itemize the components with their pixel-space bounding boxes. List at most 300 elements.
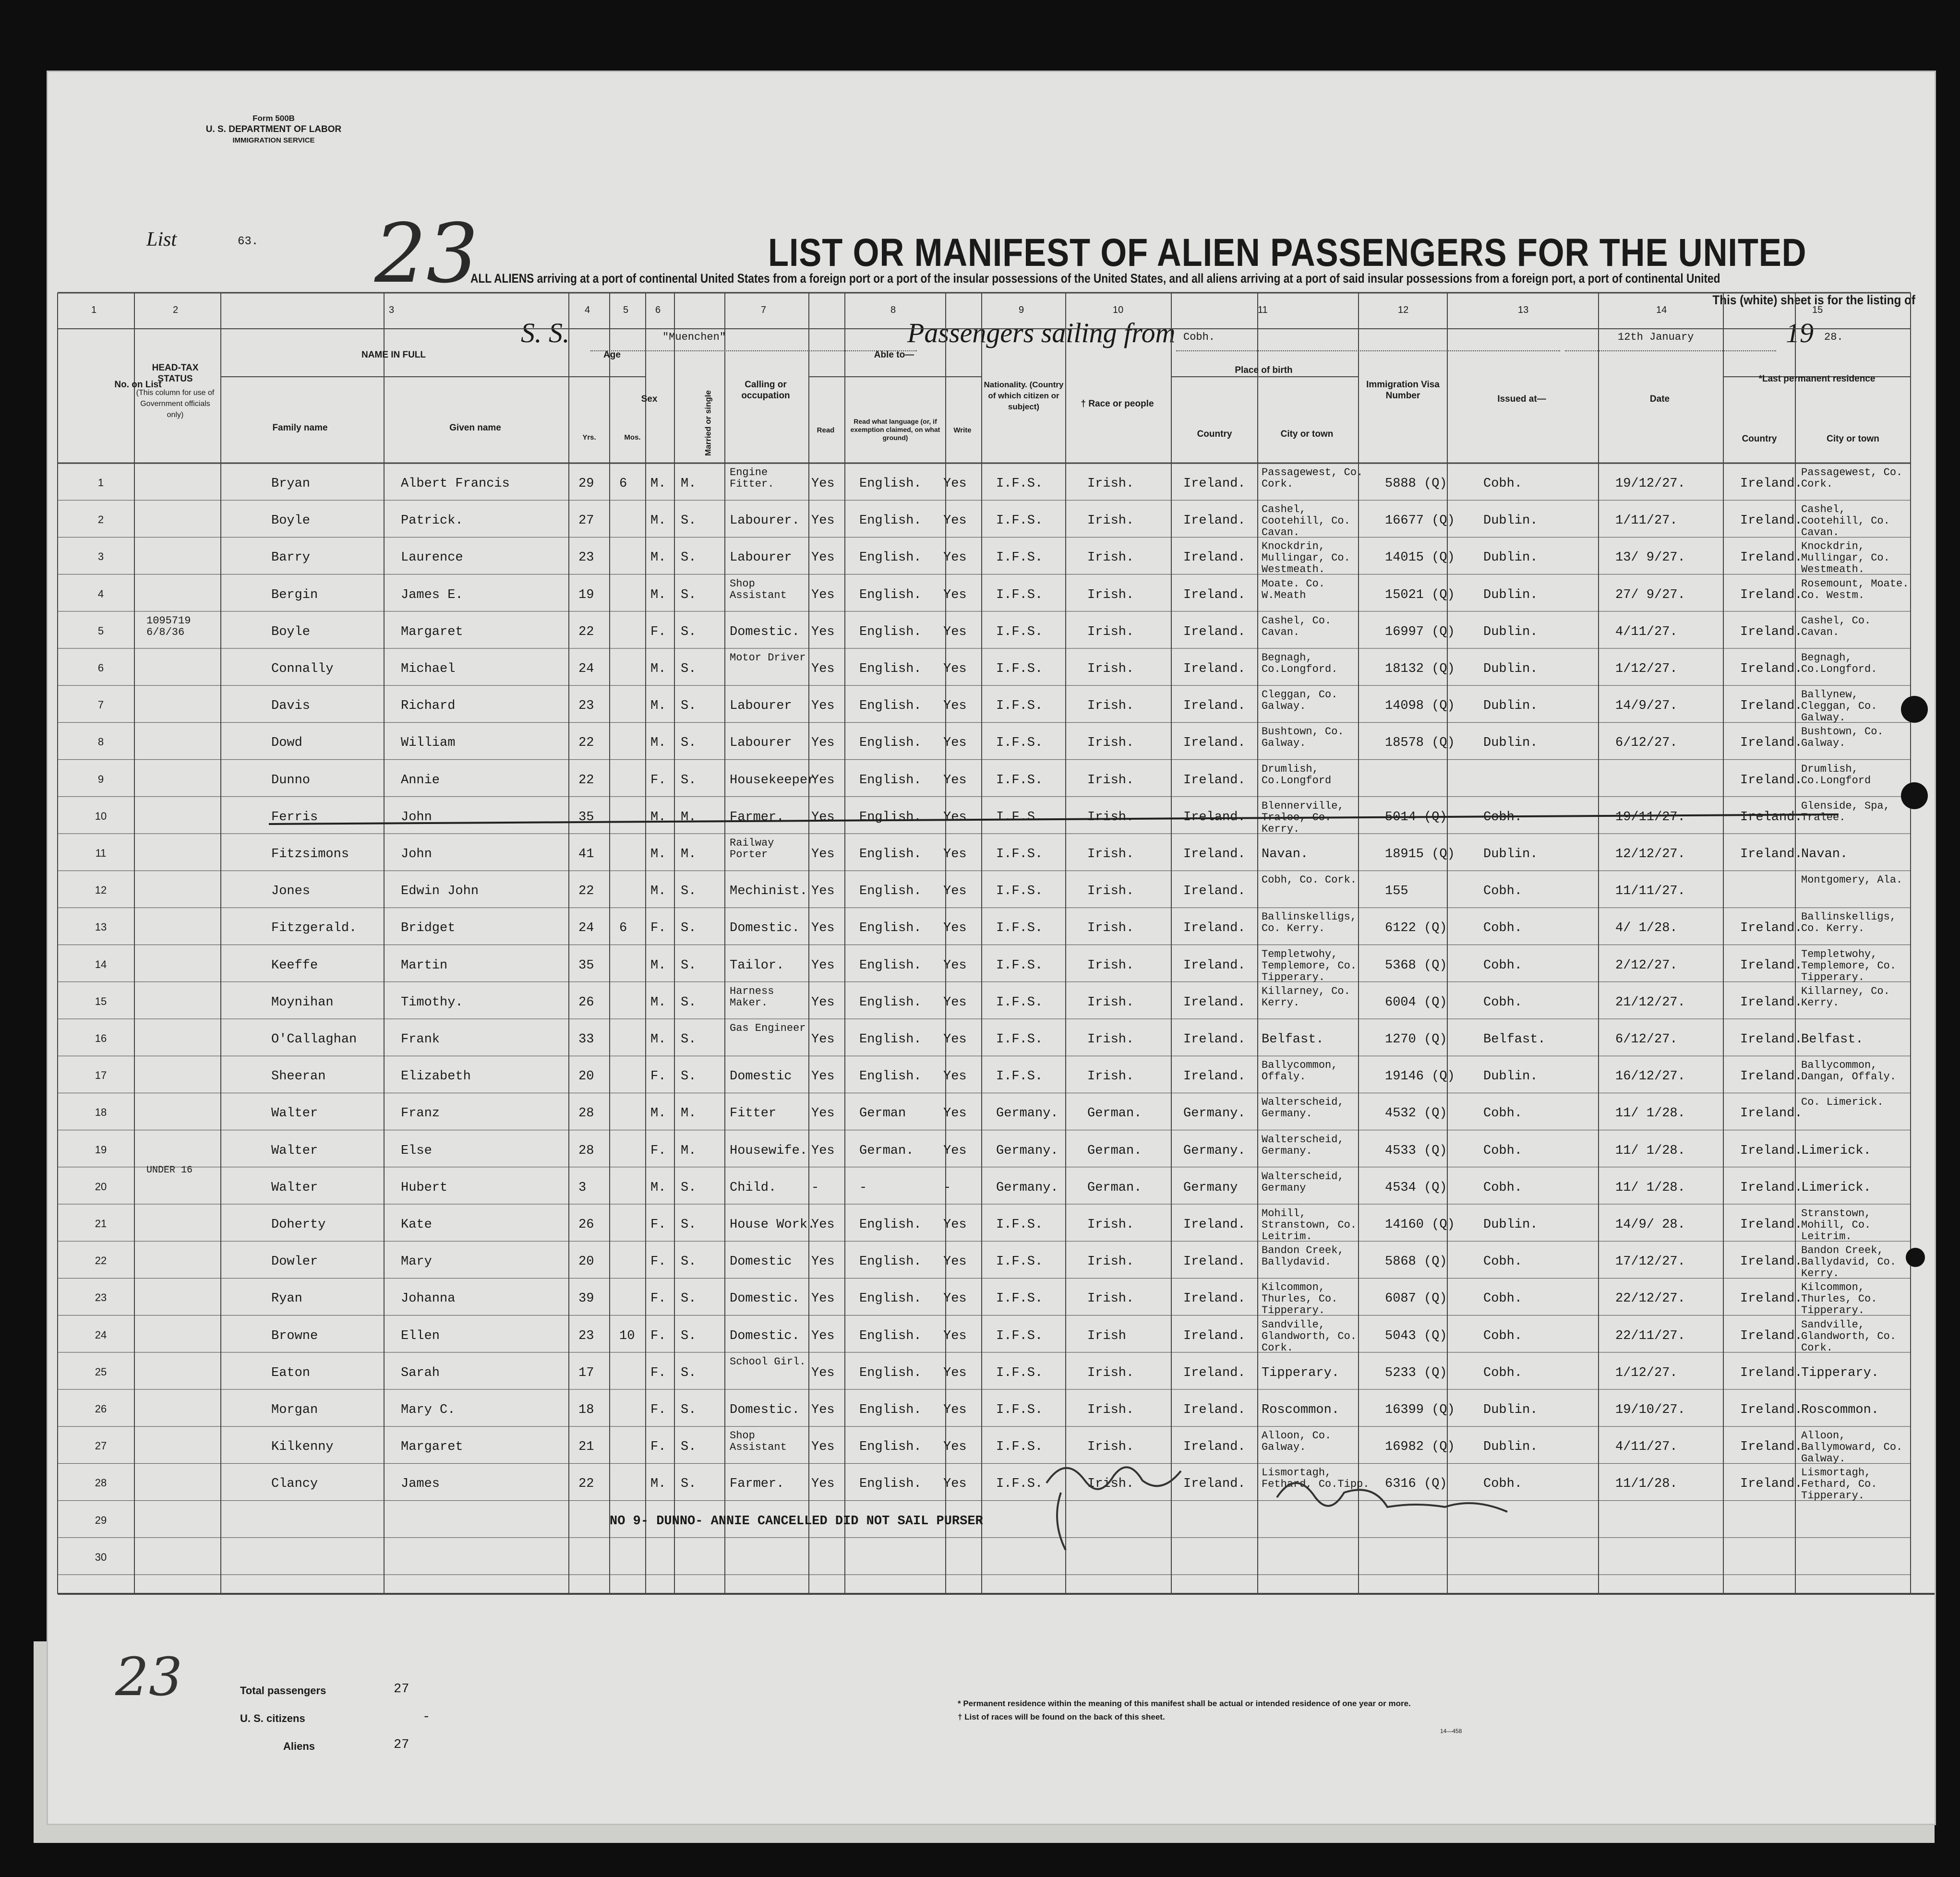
issued-at: Belfast. xyxy=(1483,1032,1546,1047)
marital-status: S. xyxy=(681,587,697,602)
occupation: Tailor. xyxy=(730,958,784,973)
can-write: Yes xyxy=(943,1106,967,1121)
visa-date: 19/11/27. xyxy=(1615,810,1685,825)
aliens-value: 27 xyxy=(394,1738,409,1752)
race: Irish. xyxy=(1087,662,1134,676)
header-birth-city: City or town xyxy=(1280,429,1334,439)
visa-date: 22/12/27. xyxy=(1615,1291,1685,1306)
row-number: 29 xyxy=(95,1514,107,1526)
issued-at: Dublin. xyxy=(1483,514,1538,528)
row-number: 20 xyxy=(95,1180,107,1193)
read-language: English. xyxy=(859,921,922,936)
residence-country: Ireland. xyxy=(1740,1069,1803,1084)
race: Irish. xyxy=(1087,847,1134,861)
sex: F. xyxy=(650,1328,666,1343)
can-read: Yes xyxy=(811,1069,835,1084)
issued-at: Cobh. xyxy=(1483,884,1523,899)
occupation: School Girl. xyxy=(730,1355,806,1368)
marital-status: S. xyxy=(681,624,697,639)
can-read: Yes xyxy=(811,958,835,973)
family-name: Doherty xyxy=(271,1218,326,1232)
header-calling: Calling or occupation xyxy=(741,380,790,401)
given-name: Margaret xyxy=(401,624,463,639)
footnote-code: 14—458 xyxy=(1440,1728,1462,1734)
sex: M. xyxy=(650,810,666,825)
nationality: Germany. xyxy=(996,1180,1058,1195)
race: Irish. xyxy=(1087,1291,1134,1306)
race: Irish. xyxy=(1087,810,1134,825)
family-name: Walter xyxy=(271,1143,318,1158)
visa-number: 16982 (Q) xyxy=(1385,1440,1455,1455)
can-read: - xyxy=(811,1180,819,1195)
binder-hole xyxy=(1906,1248,1925,1267)
row-number: 24 xyxy=(95,1328,107,1341)
occupation: Domestic. xyxy=(730,1403,800,1417)
sex: F. xyxy=(650,1255,666,1269)
nationality: I.F.S. xyxy=(996,1403,1043,1417)
issued-at: Dublin. xyxy=(1483,662,1538,676)
race: Irish. xyxy=(1087,550,1134,565)
residence-city: Glenside, Spa, Tralee. xyxy=(1801,800,1890,824)
visa-date: 4/11/27. xyxy=(1615,1440,1678,1455)
total-passengers-label: Total passengers xyxy=(240,1685,326,1697)
page-title: LIST OR MANIFEST OF ALIEN PASSENGERS FOR THE UNITED xyxy=(768,231,1807,275)
sex: F. xyxy=(650,1365,666,1380)
row-number: 15 xyxy=(95,995,107,1007)
column-number: 10 xyxy=(1113,305,1124,315)
birth-country: Ireland. xyxy=(1183,1365,1246,1380)
given-name: Sarah xyxy=(401,1365,440,1380)
age-years: 20 xyxy=(578,1255,594,1269)
residence-country: Ireland. xyxy=(1740,477,1803,491)
race: Irish. xyxy=(1087,1477,1134,1492)
given-name: Mary C. xyxy=(401,1403,456,1417)
visa-number: 14098 (Q) xyxy=(1385,699,1455,714)
column-number: 7 xyxy=(761,305,767,315)
age-years: 35 xyxy=(578,958,594,973)
nationality: I.F.S. xyxy=(996,514,1043,528)
occupation: Shop Assistant xyxy=(730,1430,787,1454)
race: Irish. xyxy=(1087,773,1134,788)
visa-date: 21/12/27. xyxy=(1615,995,1685,1010)
birth-country: Ireland. xyxy=(1183,1477,1246,1492)
visa-number: 15021 (Q) xyxy=(1385,587,1455,602)
visa-date: 4/ 1/28. xyxy=(1615,921,1678,936)
family-name: Morgan xyxy=(271,1403,318,1417)
marital-status: M. xyxy=(681,810,697,825)
occupation: Labourer xyxy=(730,736,792,751)
residence-city: Navan. xyxy=(1801,847,1848,861)
family-name: Browne xyxy=(271,1328,318,1343)
birth-country: Ireland. xyxy=(1183,995,1246,1010)
header-no-on-list: No. on List xyxy=(114,380,162,390)
family-name: Moynihan xyxy=(271,995,334,1010)
row-number: 21 xyxy=(95,1218,107,1230)
residence-city: Rosemount, Moate. Co. Westm. xyxy=(1801,577,1909,601)
sex: M. xyxy=(650,1106,666,1121)
race: Irish. xyxy=(1087,477,1134,491)
header-age: Age xyxy=(603,350,621,360)
row-number: 9 xyxy=(97,773,104,785)
occupation: Housekeeper xyxy=(730,773,816,788)
marital-status: S. xyxy=(681,1180,697,1195)
birth-country: Ireland. xyxy=(1183,1440,1246,1455)
header-family-name: Family name xyxy=(272,423,328,433)
occupation: Farmer. xyxy=(730,1477,784,1492)
sex: M. xyxy=(650,1477,666,1492)
nationality: I.F.S. xyxy=(996,550,1043,565)
sex: M. xyxy=(650,736,666,751)
read-language: English. xyxy=(859,847,922,861)
visa-number: 5233 (Q) xyxy=(1385,1365,1447,1380)
visa-date: 6/12/27. xyxy=(1615,736,1678,751)
race: Irish. xyxy=(1087,587,1134,602)
read-language: English. xyxy=(859,958,922,973)
birth-city: Cashel, Cootehill, Co. Cavan. xyxy=(1262,503,1350,539)
visa-number: 4532 (Q) xyxy=(1385,1106,1447,1121)
header-mos: Mos. xyxy=(624,433,641,442)
can-read: Yes xyxy=(811,1365,835,1380)
row-number: 28 xyxy=(95,1477,107,1489)
given-name: Patrick. xyxy=(401,514,463,528)
residence-country: Ireland. xyxy=(1740,1032,1803,1047)
header-visa-number: Immigration Visa Number xyxy=(1366,380,1440,401)
visa-number: 5868 (Q) xyxy=(1385,1255,1447,1269)
head-tax-status: 1095719 6/8/36 xyxy=(146,614,191,638)
header-name-in-full: NAME IN FULL xyxy=(361,350,426,360)
list-number: 63. xyxy=(238,235,259,248)
residence-city: Killarney, Co. Kerry. xyxy=(1801,985,1890,1009)
can-read: Yes xyxy=(811,736,835,751)
sex: M. xyxy=(650,1032,666,1047)
family-name: Dowler xyxy=(271,1255,318,1269)
residence-country: Ireland. xyxy=(1740,1143,1803,1158)
us-citizens-label: U. S. citizens xyxy=(240,1712,305,1724)
birth-city: Walterscheid, Germany. xyxy=(1262,1096,1344,1120)
occupation: Labourer xyxy=(730,699,792,714)
read-language: - xyxy=(859,1180,867,1195)
visa-number: 6316 (Q) xyxy=(1385,1477,1447,1492)
given-name: Margaret xyxy=(401,1440,463,1455)
visa-number: 6087 (Q) xyxy=(1385,1291,1447,1306)
birth-city: Killarney, Co. Kerry. xyxy=(1262,985,1350,1009)
read-language: English. xyxy=(859,624,922,639)
row-number: 8 xyxy=(97,736,104,748)
race: German. xyxy=(1087,1143,1142,1158)
residence-city: Begnagh, Co.Longford. xyxy=(1801,652,1877,675)
given-name: Laurence xyxy=(401,550,463,565)
nationality: I.F.S. xyxy=(996,1255,1043,1269)
issued-at: Cobh. xyxy=(1483,1180,1523,1195)
can-write: Yes xyxy=(943,1403,967,1417)
birth-city: Templetwohy, Templemore, Co. Tipperary. xyxy=(1262,948,1357,983)
residence-country: Ireland. xyxy=(1740,587,1803,602)
sex: M. xyxy=(650,662,666,676)
occupation: Labourer xyxy=(730,550,792,565)
row-number: 11 xyxy=(95,847,107,859)
read-language: English. xyxy=(859,550,922,565)
row-number: 17 xyxy=(95,1069,107,1082)
birth-city: Cashel, Co. Cavan. xyxy=(1262,614,1332,638)
race: Irish. xyxy=(1087,1069,1134,1084)
residence-country: Ireland. xyxy=(1740,1106,1803,1121)
visa-number: 16399 (Q) xyxy=(1385,1403,1455,1417)
residence-country: Ireland. xyxy=(1740,773,1803,788)
given-name: Albert Francis xyxy=(401,477,510,491)
birth-country: Ireland. xyxy=(1183,1403,1246,1417)
read-language: English. xyxy=(859,884,922,899)
visa-number: 19146 (Q) xyxy=(1385,1069,1455,1084)
row-number: 6 xyxy=(97,662,104,674)
given-name: Martin xyxy=(401,958,448,973)
age-years: 39 xyxy=(578,1291,594,1306)
issued-at: Cobh. xyxy=(1483,810,1523,825)
manifest-sheet xyxy=(48,72,1935,1824)
family-name: Fitzsimons xyxy=(271,847,349,861)
birth-city: Belfast. xyxy=(1262,1032,1324,1047)
port-name: Cobh. xyxy=(1183,331,1215,343)
residence-city: Kilcommon, Thurles, Co. Tipperary. xyxy=(1801,1281,1877,1317)
birth-country: Germany xyxy=(1183,1180,1238,1195)
family-name: Walter xyxy=(271,1106,318,1121)
nationality: I.F.S. xyxy=(996,736,1043,751)
can-write: Yes xyxy=(943,1255,967,1269)
can-read: Yes xyxy=(811,847,835,861)
issued-at: Dublin. xyxy=(1483,1440,1538,1455)
can-read: Yes xyxy=(811,1218,835,1232)
visa-date: 6/12/27. xyxy=(1615,1032,1678,1047)
family-name: Jones xyxy=(271,884,311,899)
issued-at: Cobh. xyxy=(1483,1328,1523,1343)
column-number: 6 xyxy=(655,305,661,315)
age-years: 26 xyxy=(578,1218,594,1232)
age-years: 33 xyxy=(578,1032,594,1047)
issued-at: Cobh. xyxy=(1483,1365,1523,1380)
occupation: Domestic. xyxy=(730,921,800,936)
marital-status: S. xyxy=(681,1069,697,1084)
list-label: List xyxy=(146,228,177,251)
read-language: English. xyxy=(859,1477,922,1492)
nationality: I.F.S. xyxy=(996,1218,1043,1232)
residence-country: Ireland. xyxy=(1740,1328,1803,1343)
can-write: Yes xyxy=(943,1291,967,1306)
occupation: House Work. xyxy=(730,1218,816,1232)
family-name: Dunno xyxy=(271,773,311,788)
nationality: I.F.S. xyxy=(996,624,1043,639)
birth-city: Ballinskelligs, Co. Kerry. xyxy=(1262,911,1357,935)
nationality: I.F.S. xyxy=(996,587,1043,602)
age-years: 19 xyxy=(578,587,594,602)
sex: F. xyxy=(650,1440,666,1455)
can-write: Yes xyxy=(943,1218,967,1232)
birth-city: Navan. xyxy=(1262,847,1309,861)
age-months: 10 xyxy=(619,1328,635,1343)
row-number: 27 xyxy=(95,1440,107,1452)
ship-name: "Muenchen" xyxy=(662,331,726,343)
residence-country: Ireland. xyxy=(1740,1218,1803,1232)
age-years: 35 xyxy=(578,810,594,825)
totals-handwritten: 23 xyxy=(115,1646,182,1708)
given-name: Ellen xyxy=(401,1328,440,1343)
column-number: 2 xyxy=(173,305,179,315)
age-years: 23 xyxy=(578,699,594,714)
read-language: English. xyxy=(859,1069,922,1084)
residence-country: Ireland. xyxy=(1740,1440,1803,1455)
birth-city: Cobh, Co. Cork. xyxy=(1262,874,1357,886)
occupation: Farmer. xyxy=(730,810,784,825)
occupation: Domestic. xyxy=(730,1291,800,1306)
race: Irish. xyxy=(1087,921,1134,936)
sex: F. xyxy=(650,1218,666,1232)
marital-status: S. xyxy=(681,958,697,973)
birth-country: Ireland. xyxy=(1183,624,1246,639)
residence-country: Ireland. xyxy=(1740,1255,1803,1269)
birth-city: Bandon Creek, Ballydavid. xyxy=(1262,1244,1344,1268)
birth-country: Ireland. xyxy=(1183,736,1246,751)
row-number: 1 xyxy=(97,477,104,489)
marital-status: M. xyxy=(681,1106,697,1121)
read-language: German xyxy=(859,1106,906,1121)
subtitle-line-1: ALL ALIENS arriving at a port of continental United States from a foreign port or a port of the insular possessions of the United States, and all aliens arriving at a port of said insular possessions from a foreign port, a port of continental United xyxy=(470,271,1720,286)
header-date: Date xyxy=(1649,394,1670,404)
given-name: Bridget xyxy=(401,921,456,936)
age-years: 21 xyxy=(578,1440,594,1455)
occupation: Housewife. xyxy=(730,1143,808,1158)
age-years: 22 xyxy=(578,624,594,639)
residence-country: Ireland. xyxy=(1740,514,1803,528)
residence-country: Ireland. xyxy=(1740,847,1803,861)
read-language: English. xyxy=(859,1218,922,1232)
nationality: I.F.S. xyxy=(996,773,1043,788)
age-years: 23 xyxy=(578,550,594,565)
sex: M. xyxy=(650,514,666,528)
head-tax-status: UNDER 16 xyxy=(146,1164,193,1176)
issued-at: Cobh. xyxy=(1483,1477,1523,1492)
given-name: Frank xyxy=(401,1032,440,1047)
birth-city: Mohill, Stranstown, Co. Leitrim. xyxy=(1262,1207,1357,1243)
sex: F. xyxy=(650,1069,666,1084)
row-number: 30 xyxy=(95,1551,107,1563)
can-read: Yes xyxy=(811,1328,835,1343)
residence-city: Stranstown, Mohill, Co. Leitrim. xyxy=(1801,1207,1871,1243)
can-write: Yes xyxy=(943,773,967,788)
form-number: Form 500B xyxy=(253,114,295,123)
read-language: English. xyxy=(859,699,922,714)
given-name: Elizabeth xyxy=(401,1069,471,1084)
occupation: Harness Maker. xyxy=(730,985,774,1009)
occupation: Gas Engineer xyxy=(730,1022,806,1034)
birth-country: Ireland. xyxy=(1183,1328,1246,1343)
residence-country: Ireland. xyxy=(1740,921,1803,936)
visa-number: 5888 (Q) xyxy=(1385,477,1447,491)
can-write: Yes xyxy=(943,550,967,565)
birth-city: Alloon, Co. Galway. xyxy=(1262,1430,1332,1454)
visa-number: 18915 (Q) xyxy=(1385,847,1455,861)
issued-at: Cobh. xyxy=(1483,1255,1523,1269)
given-name: Kate xyxy=(401,1218,432,1232)
birth-country: Ireland. xyxy=(1183,958,1246,973)
marital-status: S. xyxy=(681,1255,697,1269)
visa-date: 11/11/27. xyxy=(1615,884,1685,899)
race: Irish. xyxy=(1087,1403,1134,1417)
marital-status: S. xyxy=(681,884,697,899)
visa-number: 16677 (Q) xyxy=(1385,514,1455,528)
marital-status: S. xyxy=(681,1365,697,1380)
issued-at: Cobh. xyxy=(1483,995,1523,1010)
nationality: I.F.S. xyxy=(996,662,1043,676)
marital-status: S. xyxy=(681,514,697,528)
nationality: I.F.S. xyxy=(996,1032,1043,1047)
birth-country: Germany. xyxy=(1183,1143,1246,1158)
age-months: 6 xyxy=(619,477,627,491)
visa-number: 155 xyxy=(1385,884,1408,899)
residence-city: Templetwohy, Templemore, Co. Tipperary. xyxy=(1801,948,1897,983)
column-number: 15 xyxy=(1812,305,1823,315)
birth-country: Ireland. xyxy=(1183,1218,1246,1232)
can-read: Yes xyxy=(811,1143,835,1158)
visa-date: 19/10/27. xyxy=(1615,1403,1685,1417)
race: Irish. xyxy=(1087,884,1134,899)
column-number: 1 xyxy=(91,305,97,315)
can-read: Yes xyxy=(811,1440,835,1455)
given-name: James xyxy=(401,1477,440,1492)
row-number: 25 xyxy=(95,1365,107,1378)
age-years: 22 xyxy=(578,736,594,751)
residence-country: Ireland. xyxy=(1740,550,1803,565)
occupation: Fitter xyxy=(730,1106,777,1121)
binder-hole xyxy=(1901,782,1928,809)
total-passengers-value: 27 xyxy=(394,1682,409,1697)
age-years: 23 xyxy=(578,1328,594,1343)
given-name: Timothy. xyxy=(401,995,463,1010)
read-language: English. xyxy=(859,662,922,676)
residence-country: Ireland. xyxy=(1740,624,1803,639)
residence-city: Tipperary. xyxy=(1801,1365,1879,1380)
race: Irish. xyxy=(1087,1255,1134,1269)
nationality: I.F.S. xyxy=(996,1328,1043,1343)
family-name: Keeffe xyxy=(271,958,318,973)
service-name: IMMIGRATION SERVICE xyxy=(232,136,315,144)
residence-city: Belfast. xyxy=(1801,1032,1864,1047)
residence-country: Ireland. xyxy=(1740,1477,1803,1492)
occupation: Domestic. xyxy=(730,1328,800,1343)
sex: M. xyxy=(650,587,666,602)
visa-date: 11/ 1/28. xyxy=(1615,1180,1685,1195)
can-read: Yes xyxy=(811,1255,835,1269)
nationality: I.F.S. xyxy=(996,477,1043,491)
nationality: I.F.S. xyxy=(996,1477,1043,1492)
family-name: Davis xyxy=(271,699,311,714)
given-name: Else xyxy=(401,1143,432,1158)
can-write: Yes xyxy=(943,921,967,936)
read-language: English. xyxy=(859,1255,922,1269)
sex: F. xyxy=(650,1403,666,1417)
residence-city: Bushtown, Co. Galway. xyxy=(1801,726,1884,750)
visa-date: 2/12/27. xyxy=(1615,958,1678,973)
marital-status: S. xyxy=(681,773,697,788)
given-name: John xyxy=(401,810,432,825)
visa-number: 14160 (Q) xyxy=(1385,1218,1455,1232)
family-name: Walter xyxy=(271,1180,318,1195)
read-language: English. xyxy=(859,587,922,602)
can-read: Yes xyxy=(811,624,835,639)
visa-number: 5368 (Q) xyxy=(1385,958,1447,973)
residence-city: Ballycommon, Dangan, Offaly. xyxy=(1801,1059,1897,1083)
residence-city: Drumlish, Co.Longford xyxy=(1801,763,1871,787)
visa-date: 12/12/27. xyxy=(1615,847,1685,861)
birth-country: Ireland. xyxy=(1183,773,1246,788)
can-read: Yes xyxy=(811,995,835,1010)
